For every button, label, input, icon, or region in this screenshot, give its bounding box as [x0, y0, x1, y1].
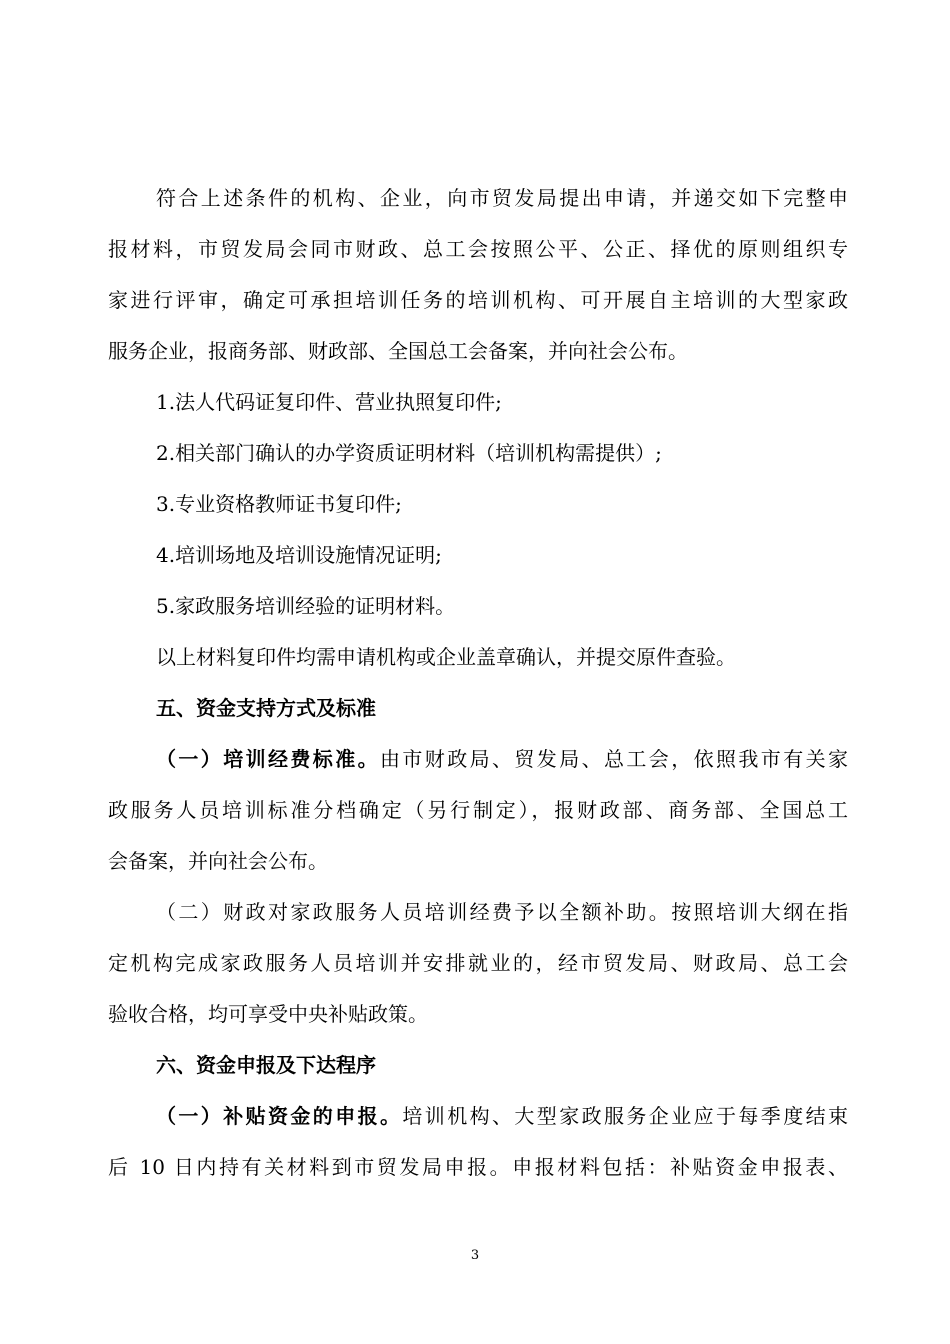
paragraph-line: 符合上述条件的机构、企业，向市贸发局提出申请，并递交如下完整申 — [156, 186, 848, 210]
paragraph-line: （二）财政对家政服务人员培训经费予以全额补助。按照培训大纲在指 — [156, 900, 848, 924]
paragraph-bold-lead: （一）补贴资金的申报。 — [156, 1104, 403, 1128]
paragraph-line — [156, 1096, 848, 1136]
paragraph-line: 验收合格，均可享受中央补贴政策。 — [108, 1002, 428, 1026]
paragraph-line — [156, 739, 848, 779]
paragraph-line: 以上材料复印件均需申请机构或企业盖章确认，并提交原件查验。 — [156, 645, 736, 669]
paragraph-text: 由市财政局、贸发局、总工会，依照我市有关家 — [380, 747, 848, 771]
paragraph-line: 政服务人员培训标准分档确定（另行制定），报财政部、商务部、全国总工 — [108, 798, 848, 822]
paragraph-line: 后 10 日内持有关材料到市贸发局申报。申报材料包括：补贴资金申报表、 — [108, 1155, 848, 1179]
section-heading: 五、资金支持方式及标准 — [156, 696, 376, 720]
list-item: 3.专业资格教师证书复印件; — [156, 492, 402, 516]
page-number: 3 — [470, 1248, 480, 1263]
list-item: 4.培训场地及培训设施情况证明; — [156, 543, 442, 567]
list-item: 1.法人代码证复印件、营业执照复印件; — [156, 390, 502, 414]
paragraph-line: 报材料，市贸发局会同市财政、总工会按照公平、公正、择优的原则组织专 — [108, 237, 848, 261]
section-heading: 六、资金申报及下达程序 — [156, 1053, 376, 1077]
paragraph-text: 培训机构、大型家政服务企业应于每季度结束 — [402, 1104, 849, 1128]
paragraph-line: 会备案，并向社会公布。 — [108, 849, 328, 873]
paragraph-line: 定机构完成家政服务人员培训并安排就业的，经市贸发局、财政局、总工会 — [108, 951, 848, 975]
paragraph-line: 服务企业，报商务部、财政部、全国总工会备案，并向社会公布。 — [108, 339, 688, 363]
list-item: 5.家政服务培训经验的证明材料。 — [156, 594, 456, 618]
paragraph-bold-lead: （一）培训经费标准。 — [156, 747, 380, 771]
paragraph-line: 家进行评审，确定可承担培训任务的培训机构、可开展自主培训的大型家政 — [108, 288, 848, 312]
list-item: 2.相关部门确认的办学资质证明材料（培训机构需提供）; — [156, 441, 662, 465]
